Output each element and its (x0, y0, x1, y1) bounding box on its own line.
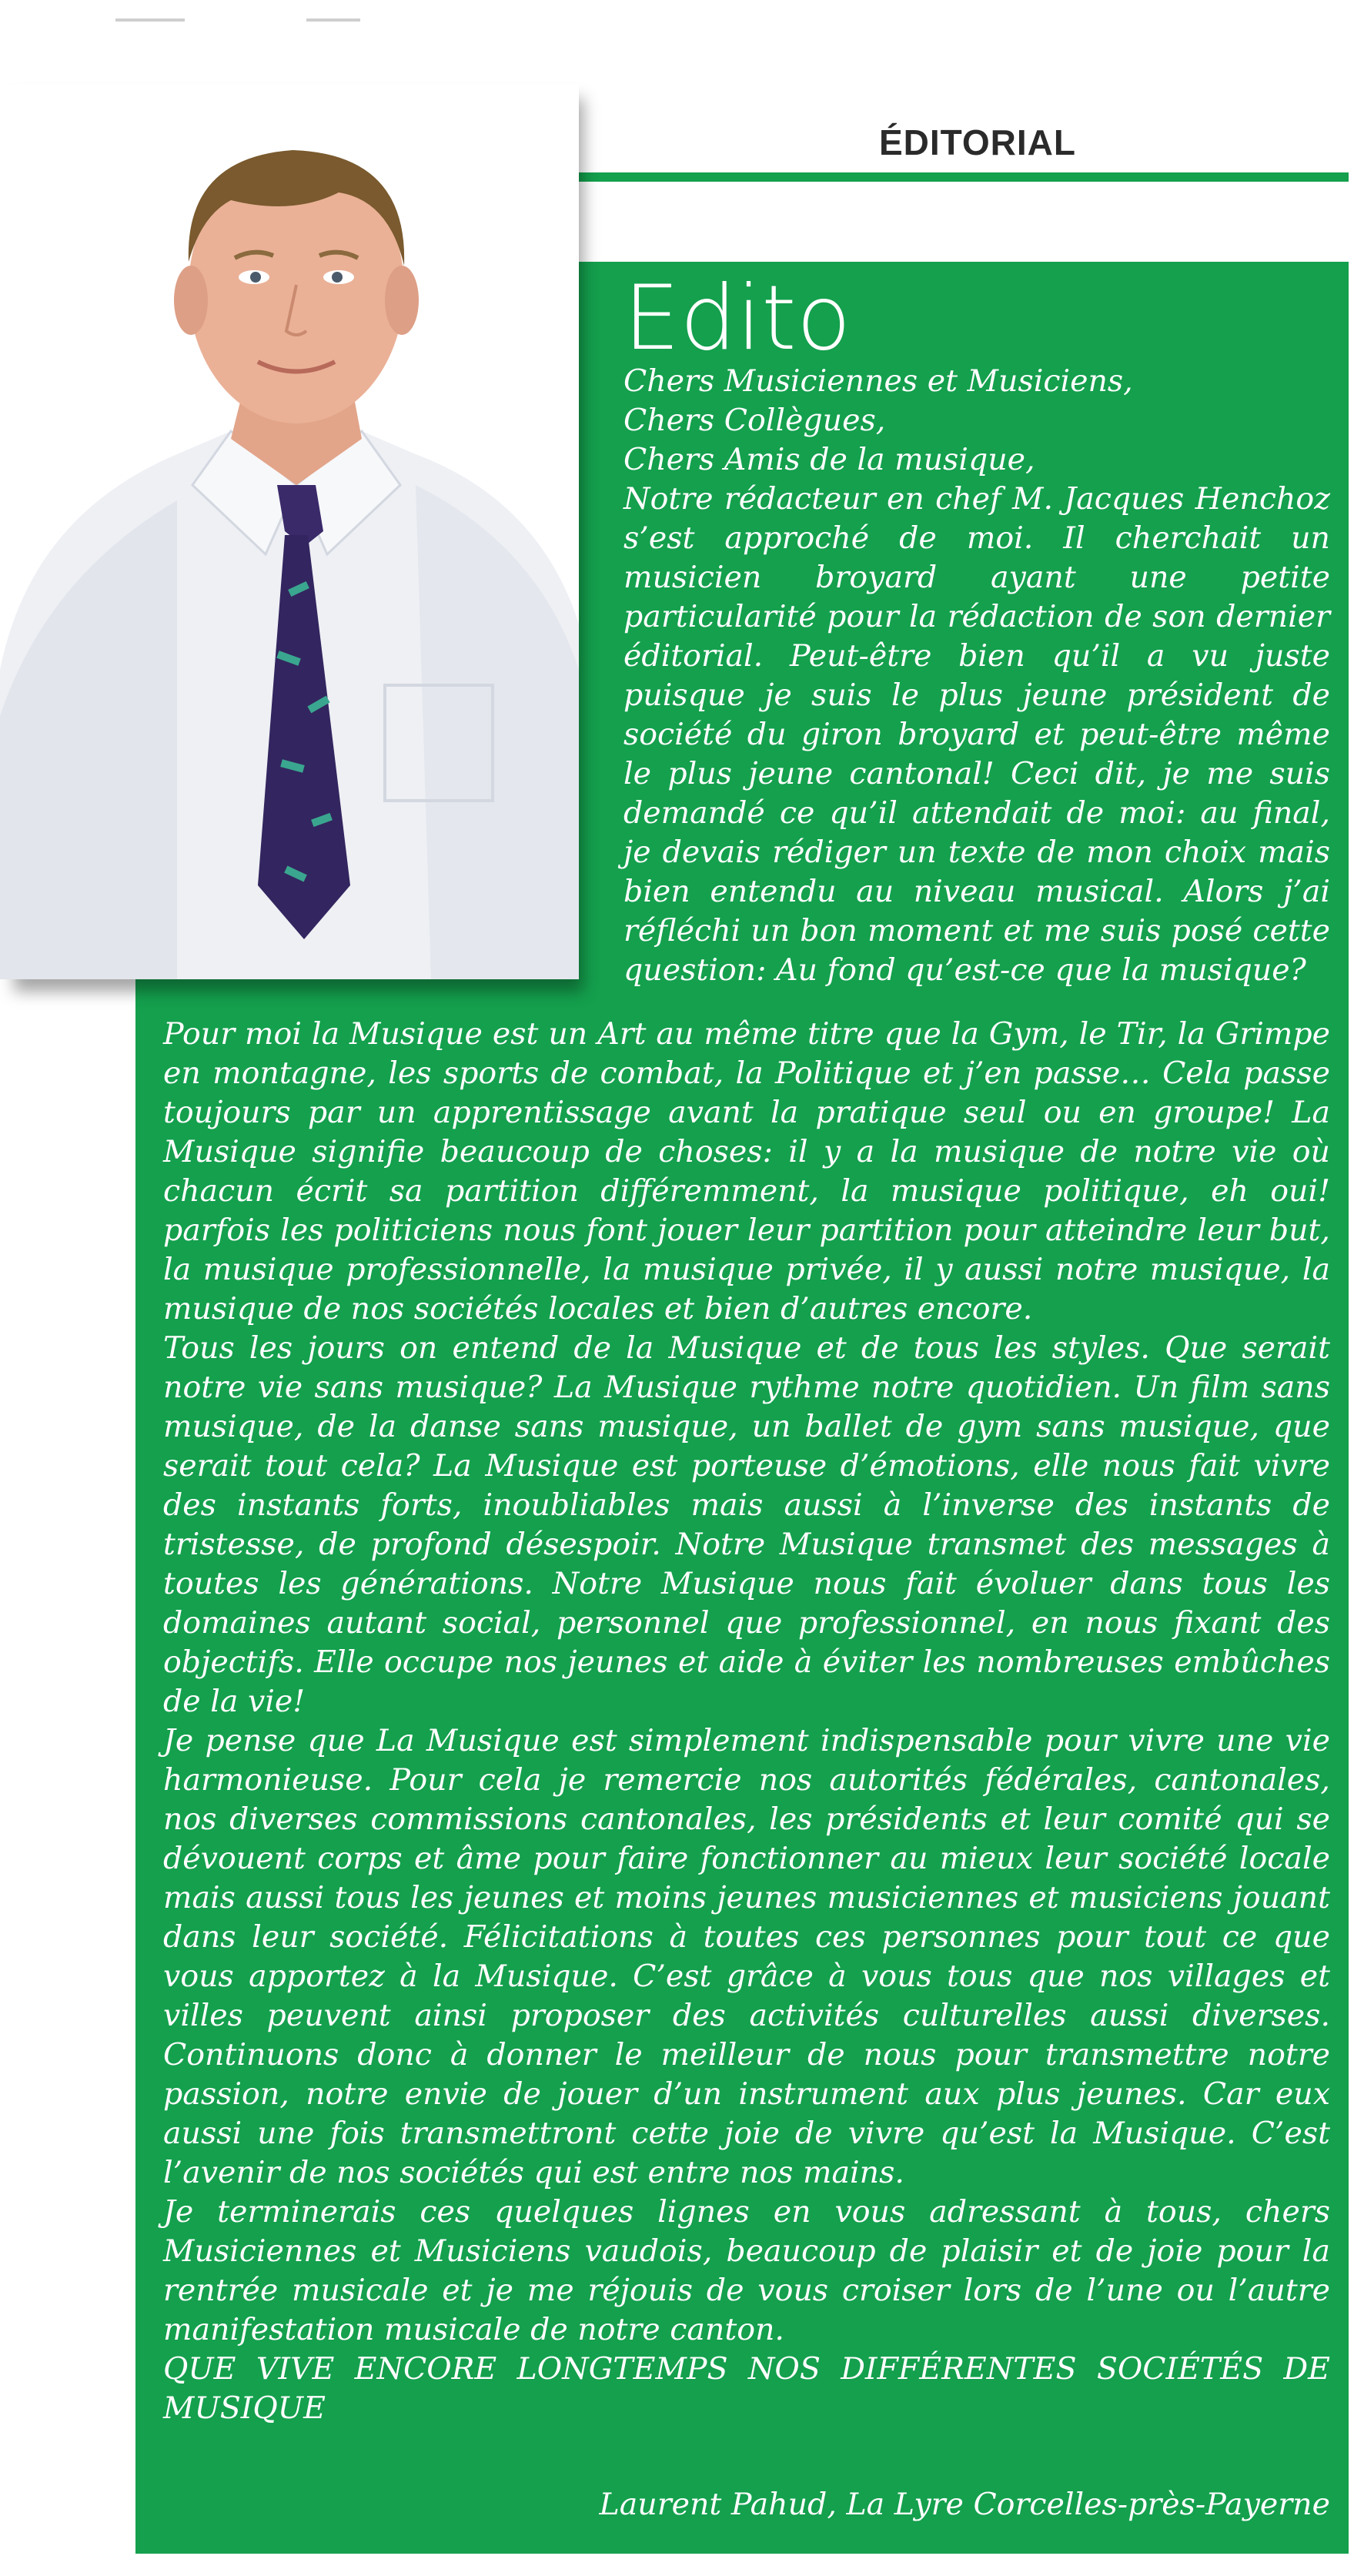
section-label: ÉDITORIAL (878, 122, 1076, 162)
greeting-line: Chers Musiciennes et Musiciens, (623, 363, 1133, 399)
intro-paragraph: Notre rédacteur en chef M. Jacques Henchoz s’est approché de moi. Il cherchait un musicien broyard ayant une petite particularité pour la rédaction de son dernier éditorial. Peut-être bien qu’il a vu juste puisque je suis le plus jeune président de société du giron broyard et peut-être même le plus jeune cantonal! Ceci dit, je me suis demandé ce qu’il attendait de moi: au final, je devais rédiger un texte de mon choix mais bien entendu au niveau musical. Alors j’ai réfléchi un bon moment et me suis posé cette question: Au fond qu’est-ce que la musique? (623, 481, 1330, 988)
portrait-illustration (0, 85, 579, 979)
body-paragraph: Je pense que La Musique est simplement indispensable pour vivre une vie harmonieuse. Pour cela je remercie nos autorités fédérales, cantonales, nos diverses commissions cantonales, les présidents et leur comité qui se dévouent corps et âme pour faire fonctionner au mieux leur société locale mais aussi tous les jeunes et moins jeunes musiciennes et musiciens jouant dans leur société. Félicitations à toutes ces personnes pour tout ce que vous apportez à la Musique. C’est grâce à vous tous que nos villages et villes peuvent ainsi proposer des activités culturelles aussi diverses. Continuons donc à donner le meilleur de nous pour transmettre notre passion, notre envie de jouer d’un instrument aux plus jeunes. Car eux aussi une fois transmettront cette joie de vivre qu’est la Musique. C’est l’avenir de nos sociétés qui est entre nos mains. (163, 1723, 1330, 2190)
greeting-line: Chers Collègues, (623, 403, 886, 438)
article-title: Edito (623, 266, 851, 370)
body-paragraph: Pour moi la Musique est un Art au même titre que la Gym, le Tir, la Grimpe en montagne, les sports de combat, la Politique et j’en passe… Cela passe toujours par un apprentissage avant la pratique seul ou en groupe! La Musique signifie beaucoup de choses: il y a la musique de notre vie où chacun écrit sa partition différemment, la musique politique, eh oui! parfois les politiciens nous font jouer leur partition pour atteindre leur but, la musique professionnelle, la musique privée, il y aussi notre musique, la musique de nos sociétés locales et bien d’autres encore. (163, 1016, 1330, 1326)
intro-block (623, 362, 1330, 990)
crop-mark-right (306, 18, 360, 22)
body-paragraph: Tous les jours on entend de la Musique et de tous les styles. Que serait notre vie sans musique? La Musique rythme notre quotidien. Un film sans musique, de la danse sans musique, un ballet de gym sans musique, que serait tout cela? La Musique est porteuse d’émotions, elle nous fait vivre des instants forts, inoubliables mais aussi à l’inverse des instants de tristesse, de profond désespoir. Notre Musique transmet des messages à toutes les générations. Notre Musique nous fait évoluer dans tous les domaines autant social, personnel que professionnel, en nous fixant des objectifs. Elle occupe nos jeunes et aide à éviter les nombreuses embûches de la vie! (163, 1330, 1330, 1719)
crop-mark-left (115, 18, 185, 22)
author-portrait (0, 85, 579, 979)
greeting-line: Chers Amis de la musique, (623, 442, 1035, 477)
article-body (163, 1015, 1330, 2428)
closing-slogan: QUE VIVE ENCORE LONGTEMPS NOS DIFFÉRENTES SOCIÉTÉS DE MUSIQUE (163, 2351, 1330, 2426)
body-paragraph: Je terminerais ces quelques lignes en vous adressant à tous, chers Musiciennes et Musiciens vaudois, beaucoup de plaisir et de joie pour la rentrée musicale et je me réjouis de vous croiser lors de l’une ou l’autre manifestation musicale de notre canton. (163, 2194, 1330, 2347)
author-signature: Laurent Pahud, La Lyre Corcelles-près-Payerne (599, 2487, 1330, 2522)
